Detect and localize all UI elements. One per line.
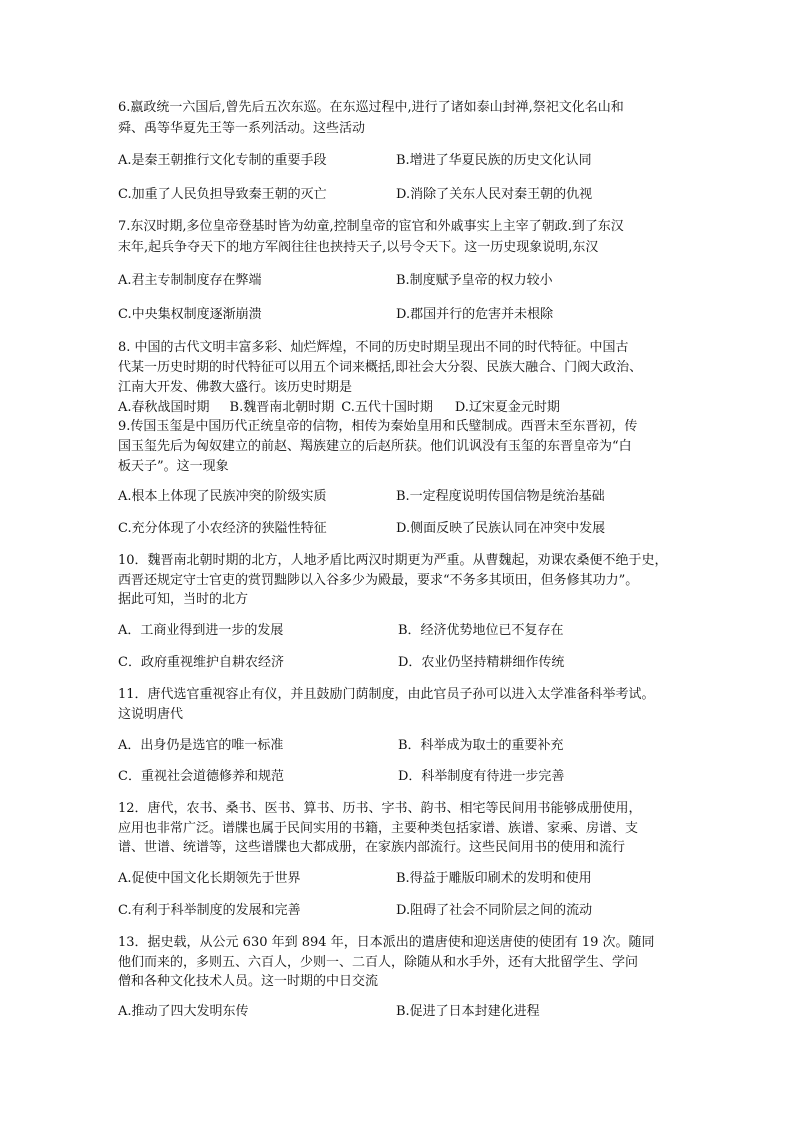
question-10-stem-line-3: 据此可知，当时的北方 [118, 592, 249, 607]
question-6-option-b: B.增进了华夏民族的历史文化认同 [396, 153, 592, 168]
question-6-option-d: D.消除了关东人民对秦王朝的仇视 [396, 187, 593, 202]
question-8-options [118, 400, 560, 416]
question-12-stem-line-1: 12．唐代，农书、桑书、医书、算书、历书、字书、韵书、相宅等民间用书能够成册使用， [118, 801, 642, 816]
question-9-option-d: D.侧面反映了民族认同在冲突中发展 [396, 521, 606, 536]
question-8-stem-line-3: 江南大开发、佛教大盛行。该历史时期是 [118, 380, 353, 395]
question-10-stem-line-2: 西晋还规定守士官吏的赏罚黜陟以入谷多少为殿最，要求“不务多其顷田，但务修其功力”。 [118, 573, 639, 588]
question-10-option-d: D．农业仍坚持精耕细作传统 [398, 655, 565, 670]
question-12-stem-line-2: 应用也非常广泛。谱牒也属于民间实用的书籍，主要种类包括家谱、族谱、家乘、房谱、支 [118, 821, 639, 836]
question-11-stem-line-2: 这说明唐代 [118, 707, 184, 722]
question-7-option-d: D.郡国并行的危害并未根除 [396, 307, 554, 322]
question-11-option-c: C．重视社会道德修养和规范 [118, 769, 284, 784]
question-6-option-c: C.加重了人民负担导致秦王朝的灭亡 [118, 187, 327, 202]
question-12-option-b: B.得益于雕版印刷术的发明和使用 [396, 871, 592, 886]
question-12-option-c: C.有利于科举制度的发展和完善 [118, 903, 301, 918]
question-13-stem-line-2: 他们而来的，多则五、六百人，少则一、二百人，除随从和水手外，还有大批留学生、学问 [118, 955, 639, 970]
question-11-stem-line-1: 11．唐代选官重视容止有仪，并且鼓励门荫制度，由此官员子孙可以进入太学准备科举考试。 [118, 687, 655, 702]
question-9-option-c: C.充分体现了小农经济的狭隘性特征 [118, 521, 327, 536]
question-8-option-c: C.五代十国时期 [341, 400, 433, 415]
question-7-option-b: B.制度赋予皇帝的权力较小 [396, 273, 553, 288]
question-9-option-b: B.一定程度说明传国信物是统治基础 [396, 489, 605, 504]
question-13-stem-line-1: 13．据史载，从公元 630 年到 894 年，日本派出的遣唐使和迎送唐使的使团有 19 次。随同 [118, 935, 655, 950]
question-8-stem-line-1: 8. 中国的古代文明丰富多彩、灿烂辉煌，不同的历史时期呈现出不同的时代特征。中国古 [118, 340, 629, 355]
question-9-stem-line-3: 板天子”。这一现象 [118, 459, 229, 474]
question-10-option-c: C．政府重视维护自耕农经济 [118, 655, 284, 670]
question-10-option-b: B．经济优势地位已不复存在 [398, 623, 564, 638]
question-13-option-a: A.推动了四大发明东传 [118, 1004, 249, 1019]
question-12-option-a: A.促使中国文化长期领先于世界 [118, 871, 301, 886]
question-11-option-a: A．出身仍是选官的唯一标准 [118, 738, 284, 753]
question-9-option-a: A.根本上体现了民族冲突的阶级实质 [118, 489, 327, 504]
question-6-stem-line-2: 舜、禹等华夏先王等一系列活动。这些活动 [118, 121, 366, 136]
question-6-option-a: A.是秦王朝推行文化专制的重要手段 [118, 153, 327, 168]
question-10-option-a: A．工商业得到进一步的发展 [118, 623, 284, 638]
question-12-option-d: D.阻碍了社会不同阶层之间的流动 [396, 903, 593, 918]
question-11-option-b: B．科举成为取士的重要补充 [398, 738, 564, 753]
question-10-stem-line-1: 10．魏晋南北朝时期的北方，人地矛盾比两汉时期更为严重。从曹魏起，劝课农桑便不绝于史， [118, 553, 668, 568]
question-7-option-a: A.君主专制制度存在弊端 [118, 273, 262, 288]
question-13-stem-line-3: 僧和各种文化技术人员。这一时期的中日交流 [118, 974, 379, 989]
question-11-option-d: D．科举制度有待进一步完善 [398, 769, 565, 784]
question-12-stem-line-3: 谱、世谱、统谱等，这些谱牒也大都成册，在家族内部流行。这些民间用书的使用和流行 [118, 840, 626, 855]
question-8-option-a: A.春秋战国时期 [118, 400, 210, 415]
question-8-option-d: D.辽宋夏金元时期 [454, 400, 560, 415]
question-7-stem-line-2: 末年,起兵争夺天下的地方军阀往往也挟持天子,以号令天下。这一历史现象说明,东汉 [118, 240, 599, 255]
question-6-stem-line-1: 6.嬴政统一六国后,曾先后五次东巡。在东巡过程中,进行了诸如泰山封禅,祭祀文化名山和 [118, 100, 624, 115]
question-7-stem-line-1: 7.东汉时期,多位皇帝登基时皆为幼童,控制皇帝的宦官和外戚事实上主宰了朝政.到了东汉 [118, 219, 624, 234]
question-8-stem-line-2: 代某一历史时期的时代特征可以用五个词来概括,即社会大分裂、民族大融合、门阀大政治、 [118, 360, 643, 375]
question-9-stem-line-1: 9.传国玉玺是中国历代正统皇帝的信物，相传为秦始皇用和氏璧制成。西晋末至东晋初，传 [118, 419, 638, 434]
question-13-option-b: B.促进了日本封建化进程 [396, 1004, 540, 1019]
question-7-option-c: C.中央集权制度逐渐崩溃 [118, 307, 262, 322]
question-8-option-b: B.魏晋南北朝时期 [229, 400, 335, 415]
question-9-stem-line-2: 国玉玺先后为匈奴建立的前赵、羯族建立的后赵所获。他们讥讽没有玉玺的东晋皇帝为“白 [118, 439, 632, 454]
